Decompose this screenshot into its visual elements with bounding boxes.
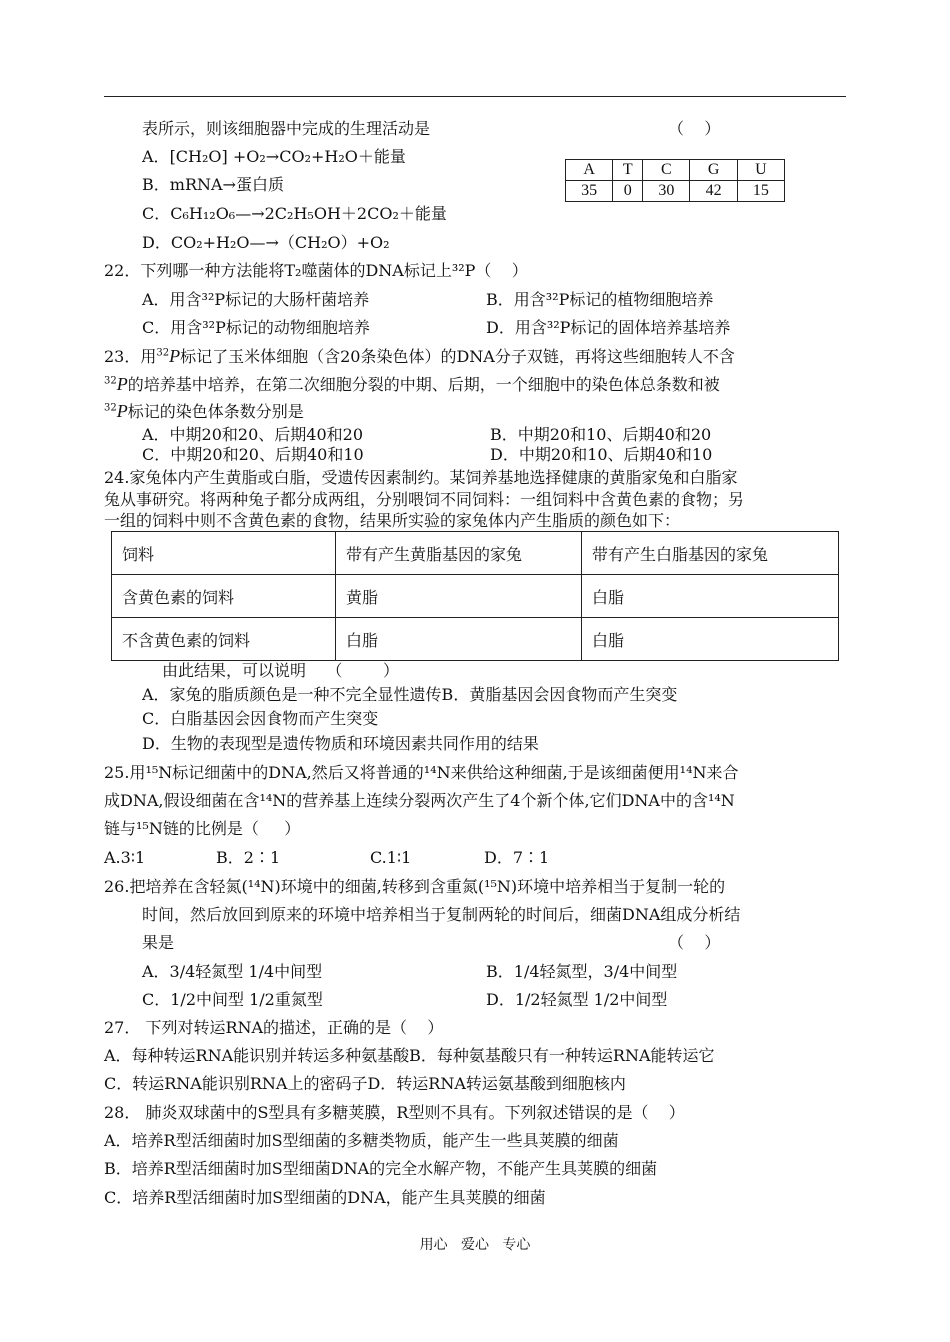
q23-option-b: B．中期20和10、后期40和20 [490, 425, 712, 444]
q22-option-b: B．用含³²P标记的植物细胞培养 [486, 290, 714, 309]
q22-option-d: D．用含³²P标记的固体培养基培养 [486, 318, 731, 337]
header-rule [104, 96, 846, 97]
q25-option-d: D．7∶1 [484, 848, 550, 867]
q21-answer-paren: （ ） [668, 119, 721, 138]
q25-line-1: 25.用¹⁵N标记细菌中的DNA,然后又将普通的¹⁴N来供给这种细菌,于是该细菌便用¹⁴N来合 [104, 763, 739, 782]
q26-line-2: 时间，然后放回到原来的环境中培养相当于复制两轮的时间后，细菌DNA组成分析结 [142, 905, 741, 924]
q26-option-b: B．1/4轻氮型，3/4中间型 [486, 962, 678, 981]
q23-line-1: 23．用$^{32}$P标记了玉米体细胞（含20条染色体）的DNA分子双链，再将这些细胞转人不含 [104, 346, 735, 366]
q28-option-b: B．培养R型活细菌时加S型细菌DNA的完全水解产物，不能产生具荚膜的细菌 [104, 1159, 658, 1178]
q27-options-ab: A．每种转运RNA能识别并转运多种氨基酸B．每种氨基酸只有一种转运RNA能转运它 [104, 1046, 715, 1065]
base-table-header-row [566, 160, 785, 181]
base-header-u: U [737, 160, 784, 181]
q21-option-d: D．CO₂+H₂O—→（CH₂O）+O₂ [142, 233, 390, 252]
base-value-g: 42 [690, 181, 737, 202]
q24-option-d: D．生物的表现型是遗传物质和环境因素共同作用的结果 [142, 734, 539, 753]
q27-stem: 27． 下列对转运RNA的描述，正确的是（ ） [104, 1018, 444, 1037]
feed-header-yellow-gene: 带有产生黄脂基因的家兔 [336, 532, 582, 575]
base-value-u: 15 [737, 181, 784, 202]
q26-answer-paren: （ ） [668, 933, 721, 952]
q25-line-3: 链与¹⁵N链的比例是（ ） [104, 819, 301, 838]
q23-line-2: $^{32}$P的培养基中培养，在第二次细胞分裂的中期、后期，一个细胞中的染色体总条数和被 [104, 374, 720, 394]
q24-line-2: 兔从事研究。将两种兔子都分成两组，分别喂饲不同饲料：一组饲料中含黄色素的食物；另 [104, 490, 745, 509]
feed-cell: 含黄色素的饲料 [112, 575, 336, 618]
q24-line-1: 24.家兔体内产生黄脂或白脂，受遗传因素制约。某饲养基地选择健康的黄脂家兔和白脂家 [104, 468, 738, 487]
q26-line-1: 26.把培养在含轻氮(¹⁴N)环境中的细菌,转移到含重氮(¹⁵N)环境中培养相当于复制一轮的 [104, 877, 726, 896]
q25-option-c: C.1∶1 [370, 848, 412, 867]
base-header-t: T [613, 160, 643, 181]
q21-option-c: C．C₆H₁₂O₆—→2C₂H₅OH＋2CO₂＋能量 [142, 204, 447, 223]
q24-line-3: 一组的饲料中则不含黄色素的食物，结果所实验的家兔体内产生脂质的颜色如下： [104, 511, 681, 530]
base-header-g: G [690, 160, 737, 181]
feed-table-row [112, 575, 839, 618]
base-header-a: A [566, 160, 613, 181]
q23-option-a: A．中期20和20、后期40和20 [142, 425, 363, 444]
q26-option-c: C．1/2中间型 1/2重氮型 [142, 990, 323, 1009]
q23-option-c: C．中期20和20、后期40和10 [142, 445, 364, 464]
q26-option-d: D．1/2轻氮型 1/2中间型 [486, 990, 668, 1009]
q28-option-c: C．培养R型活细菌时加S型细菌的DNA，能产生具荚膜的细菌 [104, 1188, 546, 1207]
feed-cell: 白脂 [582, 618, 839, 661]
q22-option-c: C．用含³²P标记的动物细胞培养 [142, 318, 370, 337]
q27-options-cd: C．转运RNA能识别RNA上的密码子D．转运RNA转运氨基酸到细胞核内 [104, 1074, 626, 1093]
q21-option-b: B．mRNA→蛋白质 [142, 175, 284, 194]
q28-option-a: A．培养R型活细菌时加S型细菌的多糖类物质，能产生一些具荚膜的细菌 [104, 1131, 619, 1150]
q22-stem: 22．下列哪一种方法能将T₂噬菌体的DNA标记上³²P（ ） [104, 261, 528, 280]
q21-stem: 表所示，则该细胞器中完成的生理活动是 [142, 119, 431, 138]
q24-conclusion: 由此结果，可以说明 （ ） [162, 661, 400, 680]
q24-option-c: C．白脂基因会因食物而产生突变 [142, 709, 379, 728]
q24-options-ab: A．家兔的脂质颜色是一种不完全显性遗传B．黄脂基因会因食物而产生突变 [142, 685, 678, 704]
q22-option-a: A．用含³²P标记的大肠杆菌培养 [142, 290, 370, 309]
feed-header-feed: 饲料 [112, 532, 336, 575]
feed-cell: 黄脂 [336, 575, 582, 618]
q28-stem: 28． 肺炎双球菌中的S型具有多糖荚膜，R型则不具有。下列叙述错误的是（ ） [104, 1103, 685, 1122]
feed-header-white-gene: 带有产生白脂基因的家兔 [582, 532, 839, 575]
q26-line-3: 果是 [142, 933, 175, 952]
base-header-c: C [643, 160, 690, 181]
base-content-table [565, 159, 785, 202]
feed-table-row [112, 618, 839, 661]
base-value-a: 35 [566, 181, 613, 202]
feed-cell: 不含黄色素的饲料 [112, 618, 336, 661]
base-value-t: 0 [613, 181, 643, 202]
q25-option-a: A.3∶1 [104, 848, 146, 867]
q21-option-a: A．[CH₂O] +O₂→CO₂+H₂O＋能量 [142, 147, 406, 166]
page-footer: 用心 爱心 专心 [419, 1237, 531, 1253]
q23-line-3: $^{32}$P标记的染色体条数分别是 [104, 401, 304, 421]
feed-table-header-row [112, 532, 839, 575]
base-value-c: 30 [643, 181, 690, 202]
q23-option-d: D．中期20和10、后期40和10 [490, 445, 713, 464]
q26-option-a: A．3/4轻氮型 1/4中间型 [142, 962, 323, 981]
q25-line-2: 成DNA,假设细菌在含¹⁴N的营养基上连续分裂两次产生了4个新个体,它们DNA中的含¹⁴N [104, 791, 735, 810]
feed-result-table [111, 531, 839, 661]
feed-cell: 白脂 [336, 618, 582, 661]
feed-cell: 白脂 [582, 575, 839, 618]
base-table-value-row [566, 181, 785, 202]
q25-option-b: B．2∶1 [216, 848, 281, 867]
